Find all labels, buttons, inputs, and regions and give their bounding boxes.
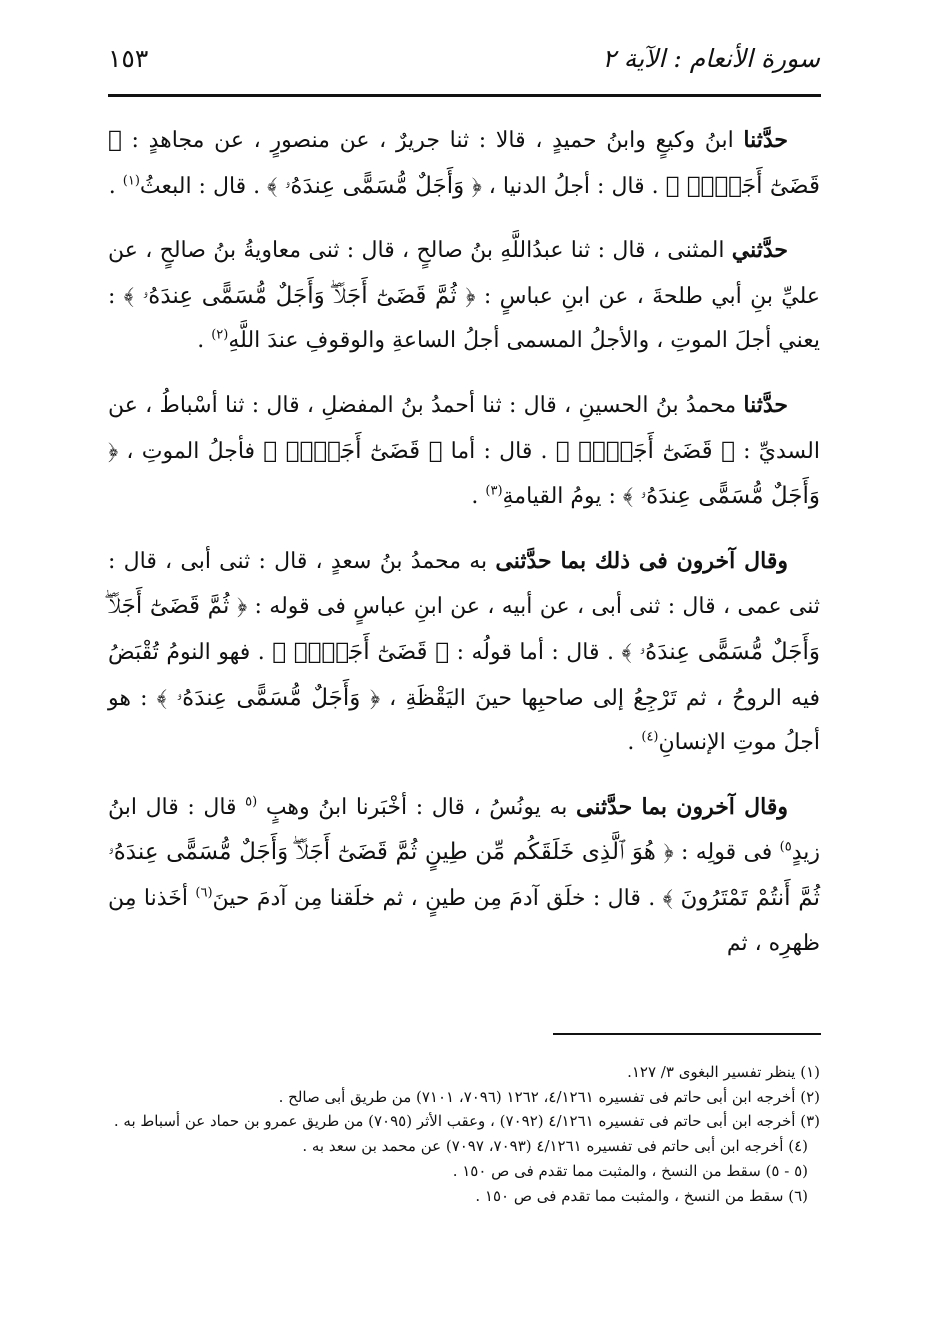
footnote-4: (٤) أخرجه ابن أبى حاتم فى تفسيره ٤/١٢٦١ (٧٠٩٣، ٧٠٩٧) عن محمد بن سعد به . xyxy=(302,1137,808,1156)
footnotes xyxy=(108,1060,820,1208)
text-run: . قال : خلَق آدمَ مِن طينٍ ، ثم خلَقنا مِن آدمَ حينَ xyxy=(212,885,663,911)
text-run: . xyxy=(197,328,212,354)
text-run: ابنُ وكيعٍ وابنُ حميدٍ ، قالا : ثنا جريرٌ ، عن منصورٍ ، عن مجاهدٍ : xyxy=(121,128,744,153)
text-run: أخَذنا مِن ظهرِه ، ثم xyxy=(108,885,820,956)
text-run: فى قولِه : xyxy=(673,840,780,866)
lead-phrase: حدَّثنا xyxy=(743,391,788,418)
quran-quote: ﴿ ثُمَّ قَضَىٰٓ أَجَلًاۖ وَأَجَلٌ مُّسَمًّى عِندَهُۥ ﴾ xyxy=(108,593,820,665)
text-run: . xyxy=(471,484,486,510)
text-run: محمدُ بنُ الحسينِ ، قال : ثنا أحمدُ بنُ المفضلِ ، قال : ثنا أسْباطُ ، عن السديِّ : xyxy=(108,392,821,464)
quran-quote: ﴿ قَضَىٰٓ أَجَلًاۖ ﴾ xyxy=(108,127,820,199)
paragraph xyxy=(108,539,820,766)
footnote-1: (١) ينظر تفسير البغوى ٣/ ١٢٧. xyxy=(627,1063,820,1081)
footnote-ref: (٣) xyxy=(485,483,503,499)
text-run: المثنى ، قال : ثنا عبدُاللَّهِ بنُ صالحٍ ، قال : ثنى معاويةُ بنُ صالحٍ ، عن عليِّ بنِ أبي طلحةَ ، عن ابنِ عباسٍ : xyxy=(108,238,821,309)
lead-phrase: وقال آخرون فى ذلك بما حدَّثنى xyxy=(495,547,788,574)
text-run: . قال : أما قولُه : xyxy=(449,639,622,665)
footnote-ref: ٥) xyxy=(779,839,792,855)
footnote-ref: (١) xyxy=(122,173,140,189)
text-run: فأجلُ الموتِ ، xyxy=(118,438,264,464)
text-run: قال : قال ابنُ زيدٍ xyxy=(108,794,820,866)
footnote-ref: (٦) xyxy=(195,885,213,901)
paragraph xyxy=(108,383,820,520)
quran-quote: ﴿ قَضَىٰٓ أَجَلًاۖ ﴾ xyxy=(263,437,443,464)
quran-quote: ﴿ وَأَجَلٌ مُّسَمًّى عِندَهُۥ ﴾ xyxy=(108,437,820,510)
quran-quote: ﴿ ثُمَّ قَضَىٰٓ أَجَلًاۖ وَأَجَلٌ مُّسَمًّى عِندَهُۥ ﴾ xyxy=(123,282,476,309)
text-run: . xyxy=(627,730,642,756)
quran-quote: ﴿ وَأَجَلٌ مُّسَمًّى عِندَهُۥ ﴾ xyxy=(156,684,381,711)
lead-phrase: حدَّثني xyxy=(731,237,788,264)
running-title: سورة الأنعام : الآية ٢ xyxy=(602,44,820,73)
footnote-5: (٥ - ٥) سقط من النسخ ، والمثبت مما تقدم فى ص ١٥٠ . xyxy=(452,1161,808,1180)
page-header xyxy=(108,40,820,86)
footnote-ref: (٤) xyxy=(641,729,659,745)
paragraph xyxy=(108,785,820,966)
quran-quote: ﴿ قَضَىٰٓ أَجَلًاۖ ﴾ xyxy=(555,437,735,464)
text-run: . قال : البعثُ xyxy=(139,173,268,199)
text-run: به محمدُ بنُ سعدٍ ، قال : ثنى أبى ، قال : ثنى عمى ، قال : ثنى أبى ، عن أبيه ، عن ابنِ عباسٍ فى قوله : xyxy=(108,548,820,620)
footnote-ref: (٢) xyxy=(211,328,229,344)
header-rule xyxy=(108,94,821,97)
text-run: . xyxy=(108,173,123,199)
page-number: ١٥٣ xyxy=(108,44,149,73)
text-run: . فهو النومُ تُقْبَضُ فيه الروحُ ، ثم تَرْجِعُ إلى صاحبِها حينَ اليَقْظَةِ ، xyxy=(108,639,820,711)
text-run: . قال : أجلُ الدنيا ، xyxy=(481,173,666,199)
quran-quote: ﴿ وَأَجَلٌ مُّسَمًّى عِندَهُۥ ﴾ xyxy=(267,172,482,199)
text-run: به يونُسُ ، قال : أخْبَرنا ابنُ وهبٍ xyxy=(257,794,576,820)
paragraph xyxy=(108,118,820,209)
lead-phrase: وقال آخرون بما حدَّثنى xyxy=(575,793,789,820)
footnote-ref: (٥ xyxy=(245,794,258,810)
footnote-2: (٢) أخرجه ابن أبى حاتم فى تفسيره ٤/١٢٦١، ١٢٦٢ (٧٠٩٦، ٧١٠١) من طريق أبى صالح . xyxy=(278,1087,820,1106)
footnote-rule xyxy=(553,1033,821,1035)
text-run: : هو أجلُ موتِ الإنسانِ xyxy=(108,685,820,756)
paragraph xyxy=(108,228,820,364)
main-text xyxy=(108,118,820,990)
quran-quote: ﴿ هُوَ ٱلَّذِى خَلَقَكُم مِّن طِينٍ ثُمَّ قَضَىٰٓ أَجَلًاۖ وَأَجَلٌ مُّسَمًّى عِندَهُۥ ثُمَّ أَنتُمْ تَمْتَرُونَ ﴾ xyxy=(108,839,820,911)
quran-quote: ﴿ قَضَىٰٓ أَجَلًاۖ ﴾ xyxy=(272,638,450,665)
lead-phrase: حدَّثنا xyxy=(743,127,788,153)
text-run: . قال : أما xyxy=(442,438,556,464)
footnote-6: (٦) سقط من النسخ ، والمثبت مما تقدم فى ص ١٥٠ . xyxy=(475,1186,808,1205)
footnote-3: (٣) أخرجه ابن أبى حاتم فى تفسيره ٤/١٢٦١ (٧٠٩٢) ، وعقب الأثر (٧٠٩٥) من طريق عمرو بن حماد عن أسباط به . xyxy=(113,1112,820,1131)
text-run: : يومُ القيامةِ xyxy=(502,484,623,510)
text-run: : يعني أجلَ الموتِ ، والأجلُ المسمى أجلُ الساعةِ والوقوفِ عندَ اللَّهِ xyxy=(108,283,820,354)
